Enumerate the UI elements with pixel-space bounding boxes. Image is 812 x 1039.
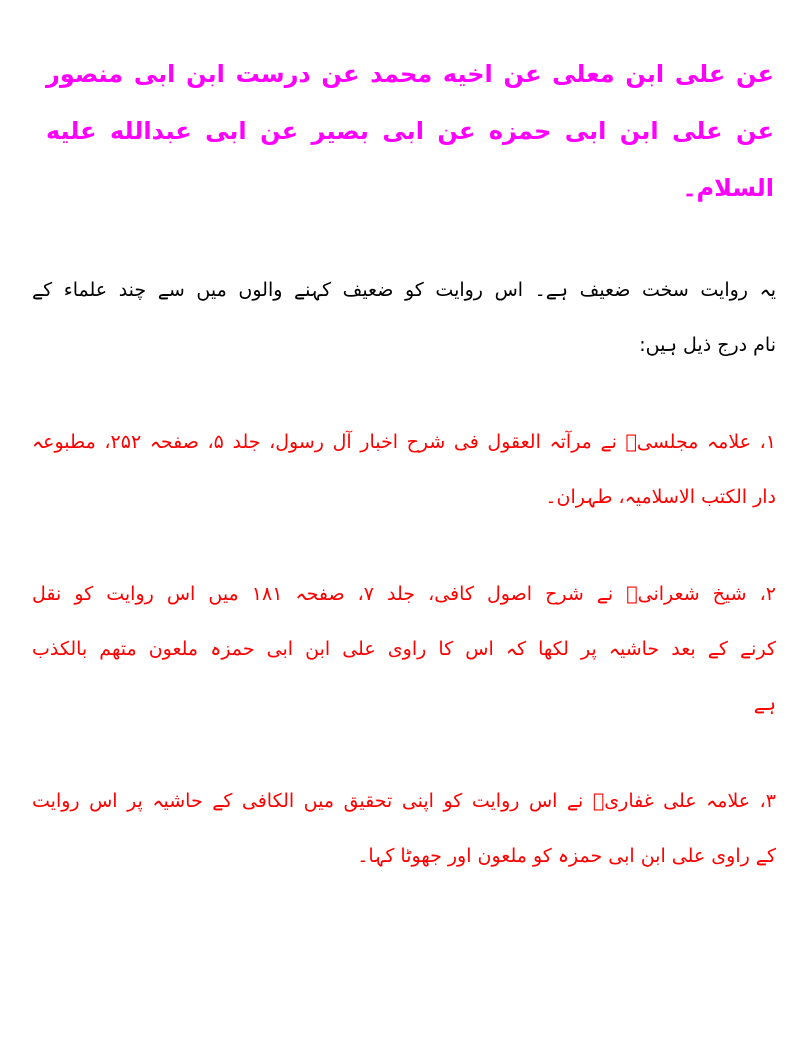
hadith-isnad-heading [46,46,774,217]
intro-line-1: یہ روایت سخت ضعیف ہے۔ اس روایت کو ضعیف کہنے والوں میں سے چند علماء کے [32,279,776,301]
reference-1-line-1: ۱، علامہ مجلسیؒ نے مرآتہ العقول فی شرح اخبار آل رسول، جلد ۵، صفحہ ۲۵۲، مطبوعہ [32,431,776,453]
reference-item-2 [32,567,776,732]
reference-item-3 [32,774,776,884]
reference-item-1 [32,415,776,525]
intro-paragraph [32,263,776,373]
reference-1-line-2: دار الکتب الاسلامیہ، طہران۔ [545,486,776,508]
reference-2-line-3: ہے [753,693,776,715]
heading-line-1: عن علی ابن معلی عن اخیه محمد عن درست ابن ابی منصور [46,60,774,88]
intro-line-2: نام درج ذیل ہیں: [639,334,776,356]
reference-2-line-1: ۲، شیخ شعرانیؒ نے شرح اصول کافی، جلد ۷، صفحہ ۱۸۱ میں اس روایت کو نقل [32,583,776,605]
heading-line-2: عن علی ابن ابی حمزه عن ابی بصیر عن ابی عبدالله علیه [46,117,774,145]
reference-3-line-1: ۳، علامہ علی غفاریؒ نے اس روایت کو اپنی تحقیق میں الکافی کے حاشیہ پر اس روایت [32,790,776,812]
reference-2-line-2: کرنے کے بعد حاشیہ پر لکھا کہ اس کا راوی علی ابن ابی حمزہ ملعون متھم بالکذب [32,638,776,660]
heading-line-3: السلام۔ [682,174,774,202]
reference-3-line-2: کے راوی علی ابن ابی حمزہ کو ملعون اور جھوٹا کہا۔ [357,845,776,867]
